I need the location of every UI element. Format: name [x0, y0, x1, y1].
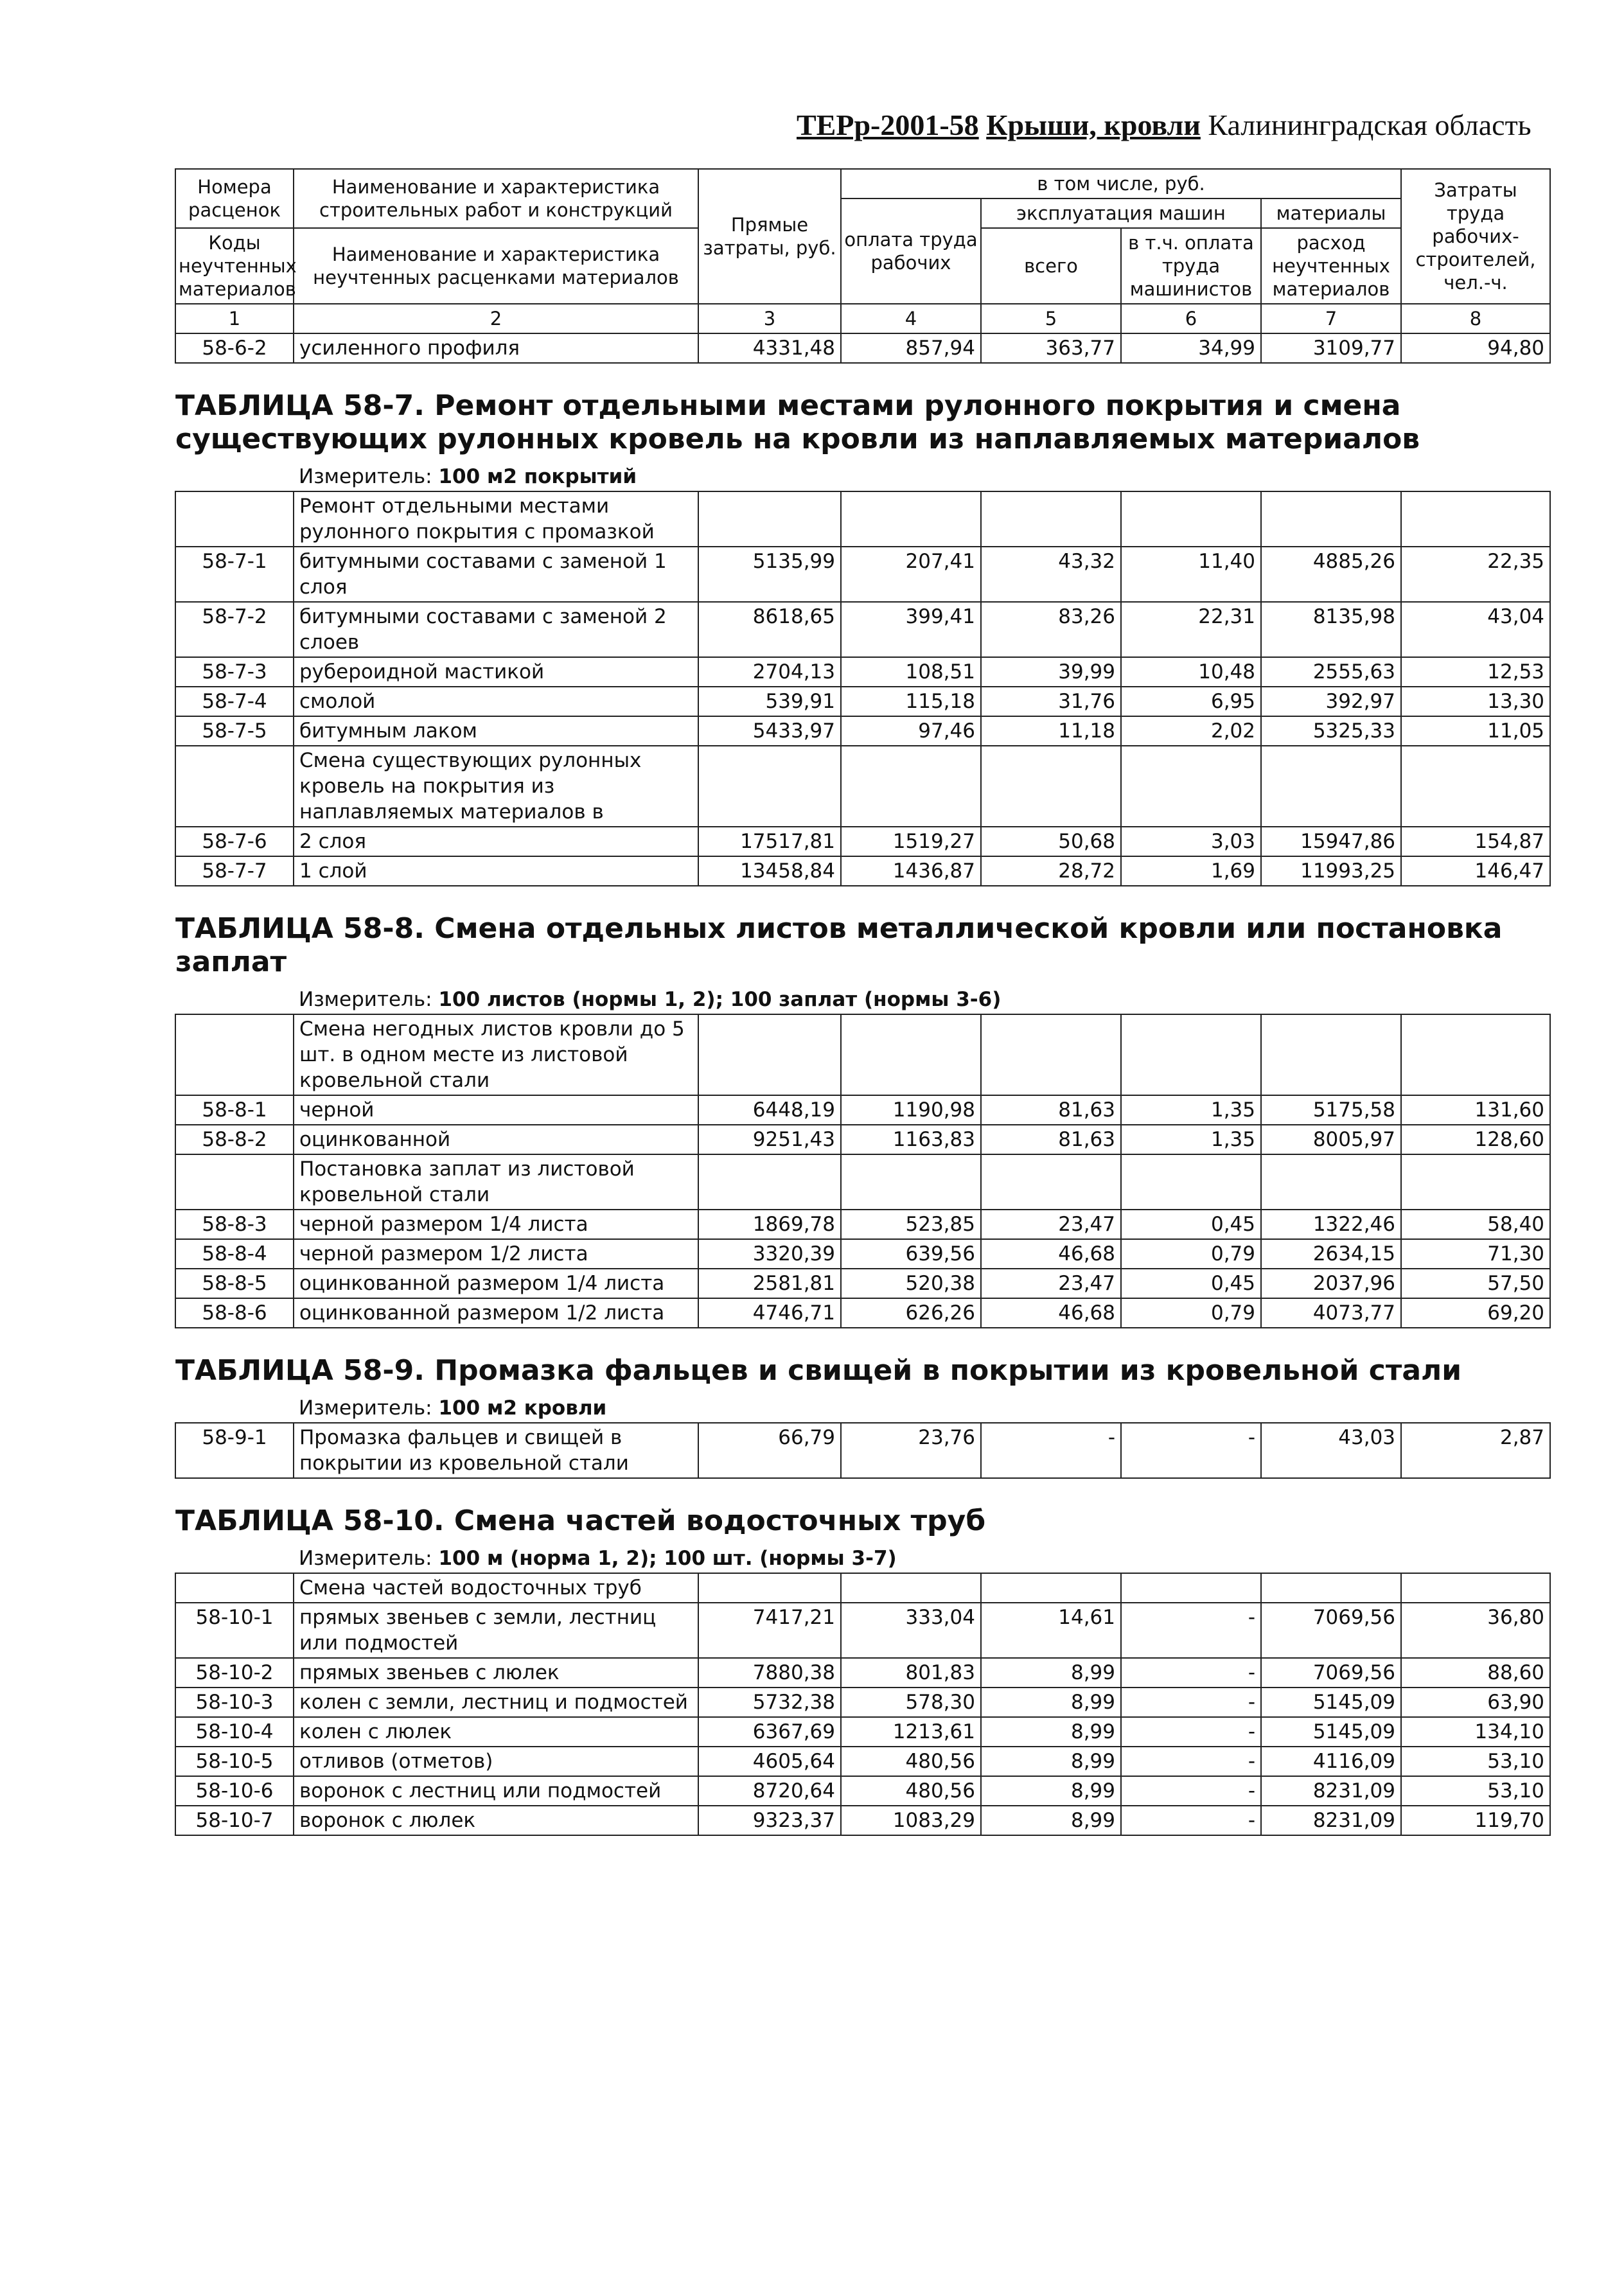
labor-pay-cell: 480,56: [841, 1747, 981, 1776]
labor-pay-cell: 578,30: [841, 1688, 981, 1717]
measure: [294, 979, 1550, 1014]
direct-cost-cell: 8618,65: [698, 602, 841, 657]
rate-code: 58-7-5: [175, 716, 294, 746]
labor-pay-cell: 207,41: [841, 547, 981, 602]
materials-cost-cell: 15947,86: [1261, 827, 1401, 856]
rate-code: 58-8-3: [175, 1210, 294, 1239]
table-caption-row: [175, 1328, 1550, 1388]
col-num: 1: [175, 304, 294, 333]
work-name: 1 слой: [294, 856, 698, 886]
materials-cost-cell: 8231,09: [1261, 1776, 1401, 1806]
measure-value: 100 м (норма 1, 2); 100 шт. (нормы 3-7): [438, 1547, 897, 1570]
measure-label: Измеритель:: [299, 1397, 432, 1420]
rate-code: 58-7-7: [175, 856, 294, 886]
labor-hours-cell: 12,53: [1401, 657, 1550, 687]
direct-cost-cell: 9251,43: [698, 1125, 841, 1154]
labor-pay-cell: 23,76: [841, 1423, 981, 1478]
table-row: [175, 1269, 1550, 1298]
measure-row: [175, 456, 1550, 491]
direct-cost-cell: 7417,21: [698, 1603, 841, 1658]
machines-total-cell: 23,47: [981, 1269, 1121, 1298]
direct-cost-cell: 5732,38: [698, 1688, 841, 1717]
materials-cost-cell: 11993,25: [1261, 856, 1401, 886]
materials-cost-cell: 5325,33: [1261, 716, 1401, 746]
direct-cost-cell: 2581,81: [698, 1269, 841, 1298]
work-name: битумными составами с заменой 2 слоев: [294, 602, 698, 657]
labor-hours-cell: 2,87: [1401, 1423, 1550, 1478]
col-machines-total: всего: [981, 228, 1121, 304]
machines-total-cell: 11,18: [981, 716, 1121, 746]
col-labor-pay: оплата труда рабочих: [841, 198, 981, 304]
machines-total-cell: 363,77: [981, 333, 1121, 363]
materials-cost-cell: 5145,09: [1261, 1688, 1401, 1717]
labor-hours-cell: 134,10: [1401, 1717, 1550, 1747]
labor-hours-cell: 128,60: [1401, 1125, 1550, 1154]
machines-total-cell: 81,63: [981, 1125, 1121, 1154]
machines-total-cell: 50,68: [981, 827, 1121, 856]
labor-hours-cell: 94,80: [1401, 333, 1550, 363]
work-name: воронок с лестниц или подмостей: [294, 1776, 698, 1806]
rate-code: 58-7-3: [175, 657, 294, 687]
direct-cost-cell: 4605,64: [698, 1747, 841, 1776]
direct-cost-cell: 5135,99: [698, 547, 841, 602]
measure-label: Измеритель:: [299, 1547, 432, 1570]
labor-pay-cell: 523,85: [841, 1210, 981, 1239]
rate-code: 58-7-6: [175, 827, 294, 856]
header-title: Крыши, кровли: [986, 109, 1201, 141]
table-row: [175, 1688, 1550, 1717]
work-name: оцинкованной размером 1/4 листа: [294, 1269, 698, 1298]
col-num: 6: [1121, 304, 1261, 333]
labor-hours-cell: 69,20: [1401, 1298, 1550, 1328]
labor-pay-cell: 626,26: [841, 1298, 981, 1328]
machines-total-cell: 8,99: [981, 1747, 1121, 1776]
direct-cost-cell: 2704,13: [698, 657, 841, 687]
materials-cost-cell: 392,97: [1261, 687, 1401, 716]
direct-cost-cell: 6448,19: [698, 1095, 841, 1125]
materials-cost-cell: 5175,58: [1261, 1095, 1401, 1125]
labor-pay-cell: 97,46: [841, 716, 981, 746]
work-name: отливов (отметов): [294, 1747, 698, 1776]
direct-cost-cell: 5433,97: [698, 716, 841, 746]
rate-code: 58-10-3: [175, 1688, 294, 1717]
rate-code: 58-9-1: [175, 1423, 294, 1478]
materials-cost-cell: 5145,09: [1261, 1717, 1401, 1747]
labor-pay-cell: 639,56: [841, 1239, 981, 1269]
materials-cost-cell: 2555,63: [1261, 657, 1401, 687]
measure-row: [175, 1538, 1550, 1573]
table-row: [175, 602, 1550, 657]
group-title: Смена частей водосточных труб: [294, 1573, 698, 1603]
rate-code: 58-10-2: [175, 1658, 294, 1688]
col-num: 8: [1401, 304, 1550, 333]
labor-hours-cell: 43,04: [1401, 602, 1550, 657]
work-name: колен с земли, лестниц и подмостей: [294, 1688, 698, 1717]
labor-pay-cell: 1163,83: [841, 1125, 981, 1154]
table-row: [175, 1298, 1550, 1328]
group-title: Смена негодных листов кровли до 5 шт. в одном месте из листовой кровельной стали: [294, 1014, 698, 1095]
rate-code: 58-7-1: [175, 547, 294, 602]
table-caption-row: [175, 1478, 1550, 1538]
materials-cost-cell: 3109,77: [1261, 333, 1401, 363]
header-code: ТЕРр-2001-58: [797, 109, 979, 141]
table-row: [175, 827, 1550, 856]
group-row: [175, 491, 1550, 547]
labor-pay-cell: 1519,27: [841, 827, 981, 856]
machines-total-cell: 46,68: [981, 1298, 1121, 1328]
work-name: оцинкованной размером 1/2 листа: [294, 1298, 698, 1328]
col-code-bottom: Коды неучтенных материалов: [175, 228, 294, 304]
price-table-container: [175, 168, 1549, 1836]
labor-pay-cell: 1190,98: [841, 1095, 981, 1125]
measure-value: 100 листов (нормы 1, 2); 100 заплат (нормы 3-6): [438, 988, 1002, 1011]
labor-hours-cell: 119,70: [1401, 1806, 1550, 1835]
col-incl: в том числе, руб.: [841, 169, 1401, 198]
measure-value: 100 м2 кровли: [438, 1397, 607, 1420]
work-name: битумными составами с заменой 1 слоя: [294, 547, 698, 602]
labor-hours-cell: 57,50: [1401, 1269, 1550, 1298]
machinist-pay-cell: 22,31: [1121, 602, 1261, 657]
column-header-row-1: [175, 169, 1550, 198]
table-row: [175, 657, 1550, 687]
col-num: 3: [698, 304, 841, 333]
machines-total-cell: 8,99: [981, 1688, 1121, 1717]
materials-cost-cell: 43,03: [1261, 1423, 1401, 1478]
labor-hours-cell: 58,40: [1401, 1210, 1550, 1239]
rate-code: 58-10-1: [175, 1603, 294, 1658]
table-row: [175, 1125, 1550, 1154]
table-row: [175, 856, 1550, 886]
machines-total-cell: 83,26: [981, 602, 1121, 657]
machinist-pay-cell: 11,40: [1121, 547, 1261, 602]
machinist-pay-cell: -: [1121, 1603, 1261, 1658]
labor-hours-cell: 154,87: [1401, 827, 1550, 856]
rate-code: 58-10-5: [175, 1747, 294, 1776]
table-caption-row: [175, 363, 1550, 456]
group-title: Ремонт отдельными местами рулонного покрытия с промазкой: [294, 491, 698, 547]
work-name: оцинкованной: [294, 1125, 698, 1154]
work-name: черной размером 1/4 листа: [294, 1210, 698, 1239]
machinist-pay-cell: 10,48: [1121, 657, 1261, 687]
labor-pay-cell: 1083,29: [841, 1806, 981, 1835]
table-caption: ТАБЛИЦА 58-7. Ремонт отдельными местами рулонного покрытия и смена существующих рулонных кровель на кровли из наплавляемых материалов: [175, 389, 1420, 455]
table-row: [175, 1239, 1550, 1269]
col-materials-unaccounted: расход неучтенных материалов: [1261, 228, 1401, 304]
machinist-pay-cell: -: [1121, 1806, 1261, 1835]
machines-total-cell: 8,99: [981, 1806, 1121, 1835]
labor-pay-cell: 399,41: [841, 602, 981, 657]
machinist-pay-cell: 1,35: [1121, 1125, 1261, 1154]
table-row: [175, 1210, 1550, 1239]
machinist-pay-cell: -: [1121, 1658, 1261, 1688]
group-row: [175, 1573, 1550, 1603]
direct-cost-cell: 1869,78: [698, 1210, 841, 1239]
materials-cost-cell: 2634,15: [1261, 1239, 1401, 1269]
measure-row: [175, 1388, 1550, 1423]
machinist-pay-cell: -: [1121, 1776, 1261, 1806]
table-caption: ТАБЛИЦА 58-8. Смена отдельных листов металлической кровли или постановка заплат: [175, 912, 1503, 978]
col-direct: Прямые затраты, руб.: [698, 169, 841, 304]
machines-total-cell: 8,99: [981, 1658, 1121, 1688]
machines-total-cell: -: [981, 1423, 1121, 1478]
work-name: рубероидной мастикой: [294, 657, 698, 687]
col-name-top: Наименование и характеристика строительных работ и конструкций: [294, 169, 698, 228]
direct-cost-cell: 4746,71: [698, 1298, 841, 1328]
col-machines: эксплуатация машин: [981, 198, 1261, 228]
labor-hours-cell: 22,35: [1401, 547, 1550, 602]
machines-total-cell: 14,61: [981, 1603, 1121, 1658]
direct-cost-cell: 539,91: [698, 687, 841, 716]
machinist-pay-cell: -: [1121, 1423, 1261, 1478]
machinist-pay-cell: 1,69: [1121, 856, 1261, 886]
rate-code: 58-8-6: [175, 1298, 294, 1328]
materials-cost-cell: 8135,98: [1261, 602, 1401, 657]
labor-hours-cell: 11,05: [1401, 716, 1550, 746]
group-row: [175, 1154, 1550, 1210]
price-table: [175, 168, 1551, 1836]
labor-hours-cell: 146,47: [1401, 856, 1550, 886]
machinist-pay-cell: -: [1121, 1717, 1261, 1747]
col-code-top: Номера расценок: [175, 169, 294, 228]
group-title: Смена существующих рулонных кровель на покрытия из наплавляемых материалов в: [294, 746, 698, 827]
labor-pay-cell: 115,18: [841, 687, 981, 716]
col-num: 2: [294, 304, 698, 333]
labor-hours-cell: 53,10: [1401, 1747, 1550, 1776]
rate-code: 58-7-2: [175, 602, 294, 657]
machines-total-cell: 8,99: [981, 1776, 1121, 1806]
machinist-pay-cell: 3,03: [1121, 827, 1261, 856]
direct-cost-cell: 6367,69: [698, 1717, 841, 1747]
table-row: [175, 1603, 1550, 1658]
materials-cost-cell: 2037,96: [1261, 1269, 1401, 1298]
col-labor-cost: Затраты труда рабочих-строителей, чел.-ч.: [1401, 169, 1550, 304]
labor-pay-cell: 1436,87: [841, 856, 981, 886]
labor-hours-cell: 131,60: [1401, 1095, 1550, 1125]
direct-cost-cell: 8720,64: [698, 1776, 841, 1806]
machines-total-cell: 23,47: [981, 1210, 1121, 1239]
labor-hours-cell: 13,30: [1401, 687, 1550, 716]
direct-cost-cell: 66,79: [698, 1423, 841, 1478]
labor-pay-cell: 480,56: [841, 1776, 981, 1806]
materials-cost-cell: 7069,56: [1261, 1658, 1401, 1688]
machinist-pay-cell: 34,99: [1121, 333, 1261, 363]
work-name: 2 слоя: [294, 827, 698, 856]
materials-cost-cell: 8231,09: [1261, 1806, 1401, 1835]
measure-row: [175, 979, 1550, 1014]
rate-code: 58-10-6: [175, 1776, 294, 1806]
rate-code: 58-8-4: [175, 1239, 294, 1269]
labor-pay-cell: 520,38: [841, 1269, 981, 1298]
col-num: 7: [1261, 304, 1401, 333]
machinist-pay-cell: -: [1121, 1747, 1261, 1776]
group-row: [175, 1014, 1550, 1095]
table-row: [175, 1423, 1550, 1478]
group-title: Постановка заплат из листовой кровельной стали: [294, 1154, 698, 1210]
machinist-pay-cell: 1,35: [1121, 1095, 1261, 1125]
materials-cost-cell: 4885,26: [1261, 547, 1401, 602]
work-name: черной размером 1/2 листа: [294, 1239, 698, 1269]
group-row: [175, 746, 1550, 827]
direct-cost-cell: 13458,84: [698, 856, 841, 886]
rate-code: 58-10-7: [175, 1806, 294, 1835]
materials-cost-cell: 7069,56: [1261, 1603, 1401, 1658]
materials-cost-cell: 8005,97: [1261, 1125, 1401, 1154]
measure-value: 100 м2 покрытий: [438, 465, 637, 488]
machines-total-cell: 81,63: [981, 1095, 1121, 1125]
table-caption: ТАБЛИЦА 58-10. Смена частей водосточных труб: [175, 1504, 986, 1537]
rate-code: 58-8-2: [175, 1125, 294, 1154]
table-row: [175, 547, 1550, 602]
rate-code: 58-6-2: [175, 333, 294, 363]
table-row: [175, 1747, 1550, 1776]
col-name-bottom: Наименование и характеристика неучтенных расценками материалов: [294, 228, 698, 304]
machines-total-cell: 43,32: [981, 547, 1121, 602]
measure: [294, 1538, 1550, 1573]
labor-hours-cell: 36,80: [1401, 1603, 1550, 1658]
work-name: прямых звеньев с земли, лестниц или подмостей: [294, 1603, 698, 1658]
table-row: [175, 1095, 1550, 1125]
machines-total-cell: 46,68: [981, 1239, 1121, 1269]
table-row: [175, 333, 1550, 363]
machinist-pay-cell: 0,45: [1121, 1269, 1261, 1298]
labor-pay-cell: 333,04: [841, 1603, 981, 1658]
rate-code: 58-7-4: [175, 687, 294, 716]
measure-label: Измеритель:: [299, 465, 432, 488]
direct-cost-cell: 17517,81: [698, 827, 841, 856]
labor-pay-cell: 801,83: [841, 1658, 981, 1688]
table-caption-row: [175, 886, 1550, 979]
work-name: битумным лаком: [294, 716, 698, 746]
col-machinist-pay: в т.ч. оплата труда машинистов: [1121, 228, 1261, 304]
rate-code: 58-8-5: [175, 1269, 294, 1298]
machinist-pay-cell: 6,95: [1121, 687, 1261, 716]
table-row: [175, 1776, 1550, 1806]
machinist-pay-cell: 0,45: [1121, 1210, 1261, 1239]
materials-cost-cell: 4073,77: [1261, 1298, 1401, 1328]
work-name: прямых звеньев с люлек: [294, 1658, 698, 1688]
machinist-pay-cell: 0,79: [1121, 1298, 1261, 1328]
table-row: [175, 687, 1550, 716]
work-name: колен с люлек: [294, 1717, 698, 1747]
work-name: воронок с люлек: [294, 1806, 698, 1835]
machines-total-cell: 8,99: [981, 1717, 1121, 1747]
labor-hours-cell: 53,10: [1401, 1776, 1550, 1806]
header-region: Калининградская область: [1208, 109, 1531, 141]
table-row: [175, 1658, 1550, 1688]
col-num: 5: [981, 304, 1121, 333]
machines-total-cell: 28,72: [981, 856, 1121, 886]
machines-total-cell: 39,99: [981, 657, 1121, 687]
direct-cost-cell: 9323,37: [698, 1806, 841, 1835]
table-row: [175, 1806, 1550, 1835]
measure-label: Измеритель:: [299, 988, 432, 1011]
labor-pay-cell: 108,51: [841, 657, 981, 687]
col-num: 4: [841, 304, 981, 333]
materials-cost-cell: 4116,09: [1261, 1747, 1401, 1776]
labor-hours-cell: 71,30: [1401, 1239, 1550, 1269]
measure: [294, 1388, 1550, 1423]
machinist-pay-cell: 2,02: [1121, 716, 1261, 746]
rate-code: 58-10-4: [175, 1717, 294, 1747]
table-row: [175, 716, 1550, 746]
column-number-row: [175, 304, 1550, 333]
direct-cost-cell: 7880,38: [698, 1658, 841, 1688]
work-name: усиленного профиля: [294, 333, 698, 363]
work-name: Промазка фальцев и свищей в покрытии из кровельной стали: [294, 1423, 698, 1478]
labor-hours-cell: 63,90: [1401, 1688, 1550, 1717]
measure: [294, 456, 1550, 491]
work-name: смолой: [294, 687, 698, 716]
col-materials: материалы: [1261, 198, 1401, 228]
labor-pay-cell: 857,94: [841, 333, 981, 363]
materials-cost-cell: 1322,46: [1261, 1210, 1401, 1239]
document-header: [797, 108, 1531, 142]
direct-cost-cell: 4331,48: [698, 333, 841, 363]
rate-code: 58-8-1: [175, 1095, 294, 1125]
machinist-pay-cell: -: [1121, 1688, 1261, 1717]
labor-hours-cell: 88,60: [1401, 1658, 1550, 1688]
work-name: черной: [294, 1095, 698, 1125]
machinist-pay-cell: 0,79: [1121, 1239, 1261, 1269]
table-caption: ТАБЛИЦА 58-9. Промазка фальцев и свищей в покрытии из кровельной стали: [175, 1354, 1462, 1387]
table-row: [175, 1717, 1550, 1747]
machines-total-cell: 31,76: [981, 687, 1121, 716]
direct-cost-cell: 3320,39: [698, 1239, 841, 1269]
labor-pay-cell: 1213,61: [841, 1717, 981, 1747]
